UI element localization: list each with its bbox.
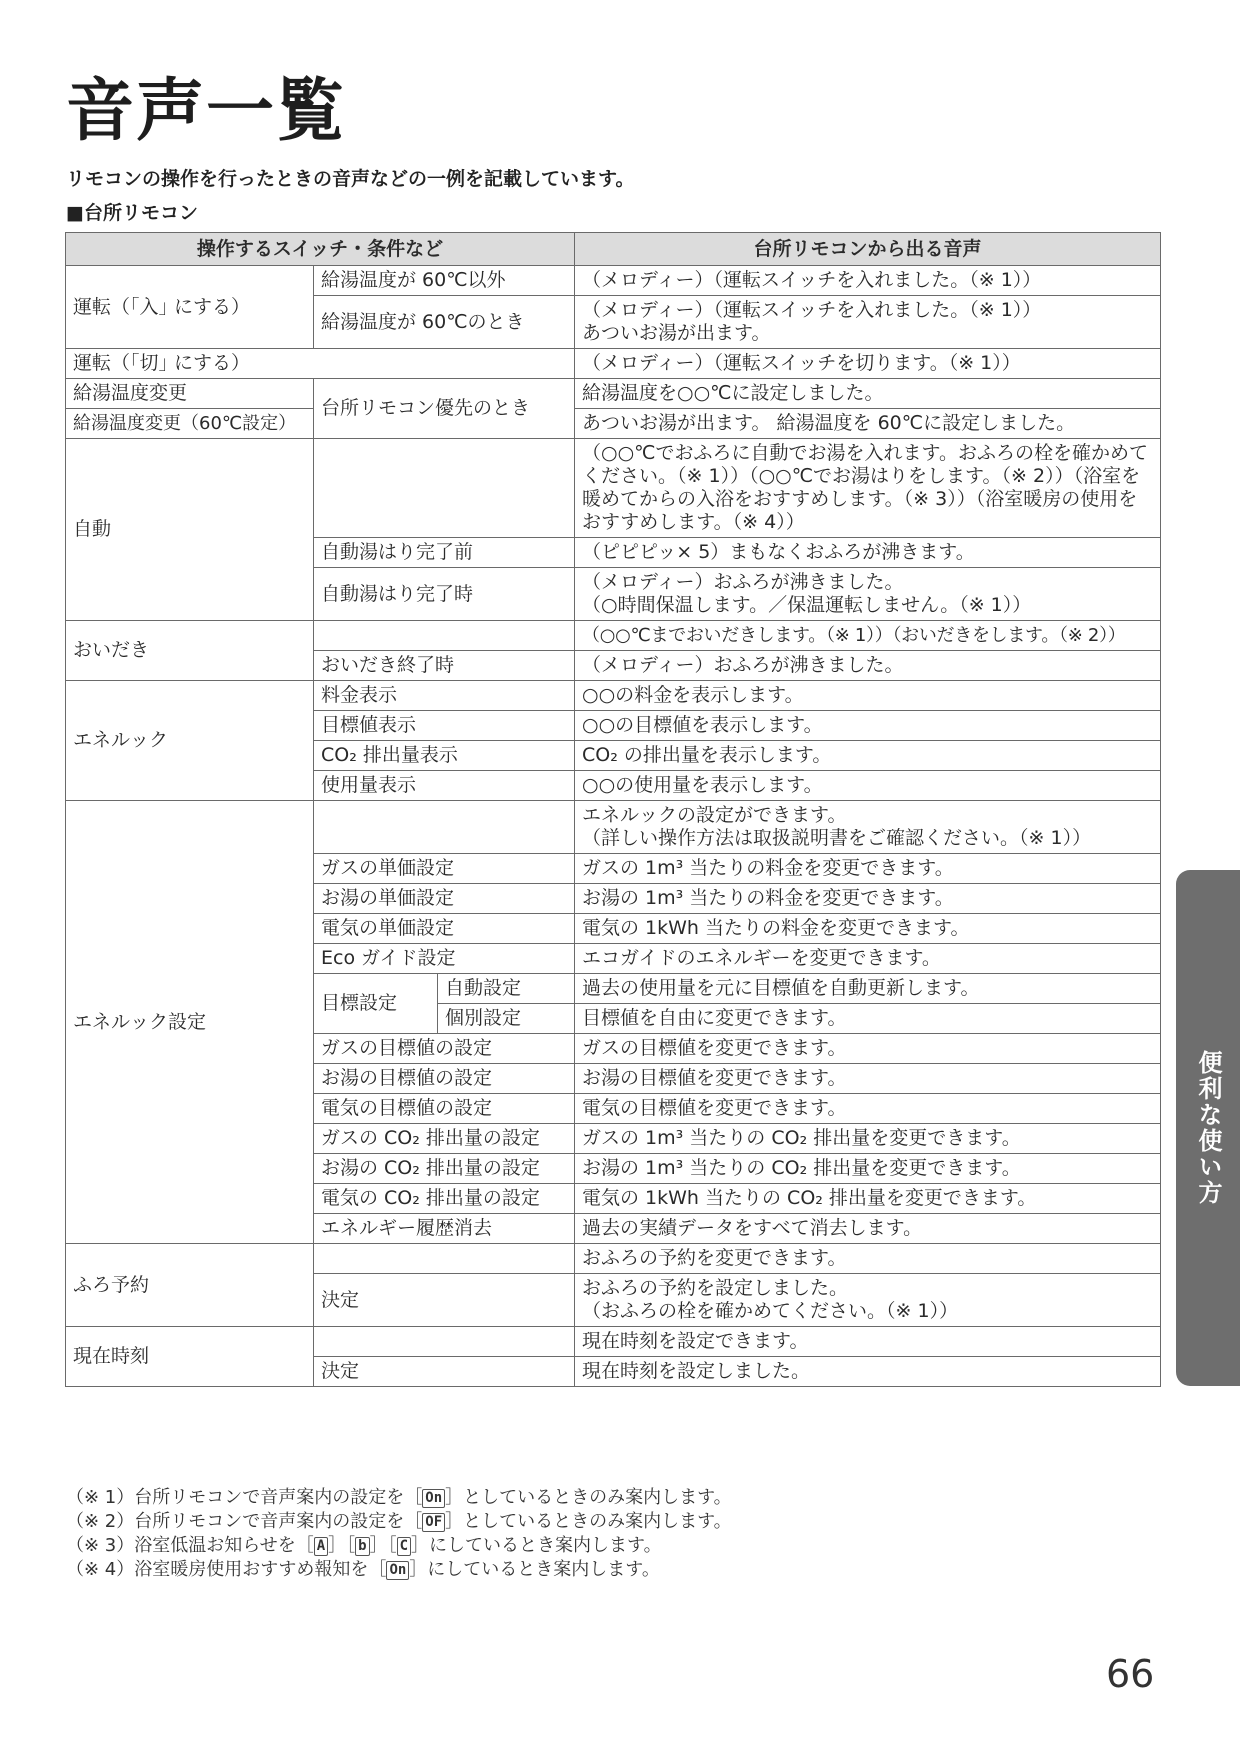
subcondition-cell xyxy=(314,1244,575,1274)
subcondition-cell: 決定 xyxy=(314,1357,575,1387)
voice-cell: （メロディー）（運転スイッチを入れました。（※ 1）） あついお湯が出ます。 xyxy=(575,296,1161,349)
table-row xyxy=(66,409,1161,439)
footnote-text: （※ 2）台所リモコンで音声案内の設定を［ xyxy=(66,1511,423,1532)
subcondition-cell: お湯の単価設定 xyxy=(314,884,575,914)
subcondition-cell xyxy=(314,1327,575,1357)
subcondition-cell xyxy=(314,621,575,651)
voice-cell: ○○の使用量を表示します。 xyxy=(575,771,1161,801)
subcondition-cell: 給湯温度が 60℃のとき xyxy=(314,296,575,349)
voice-cell: 現在時刻を設定しました。 xyxy=(575,1357,1161,1387)
subcondition-cell xyxy=(314,801,575,854)
subcondition-cell: 目標設定 xyxy=(314,974,438,1034)
subcondition-cell: 電気の目標値の設定 xyxy=(314,1094,575,1124)
page-title: 音声一覧 xyxy=(66,72,347,151)
detail-cell: 個別設定 xyxy=(438,1004,575,1034)
voice-cell: 給湯温度を○○℃に設定しました。 xyxy=(575,379,1161,409)
condition-cell: 自動 xyxy=(66,439,314,621)
section-heading: ■台所リモコン xyxy=(66,202,198,224)
voice-cell: ○○の料金を表示します。 xyxy=(575,681,1161,711)
subcondition-cell: 使用量表示 xyxy=(314,771,575,801)
header-voice: 台所リモコンから出る音声 xyxy=(575,233,1161,266)
voice-cell: ガスの目標値を変更できます。 xyxy=(575,1034,1161,1064)
voice-cell: お湯の目標値を変更できます。 xyxy=(575,1064,1161,1094)
voice-cell: （○○℃でおふろに自動でお湯を入れます。おふろの栓を確かめてください。（※ 1））（○○℃でお湯はりをします。（※ 2））（浴室を暖めてからの入浴をおすすめします。（※ 3））（浴室暖房の使用をおすすめします。（※ 4）） xyxy=(575,439,1161,538)
voice-cell: ○○の目標値を表示します。 xyxy=(575,711,1161,741)
voice-cell: 電気の 1kWh 当たりの CO₂ 排出量を変更できます。 xyxy=(575,1184,1161,1214)
table-row xyxy=(66,266,1161,296)
voice-cell: おふろの予約を変更できます。 xyxy=(575,1244,1161,1274)
voice-cell: お湯の 1m³ 当たりの CO₂ 排出量を変更できます。 xyxy=(575,1154,1161,1184)
subcondition-cell: 台所リモコン優先のとき xyxy=(314,379,575,439)
subcondition-cell: 自動湯はり完了時 xyxy=(314,568,575,621)
voice-cell: ガスの 1m³ 当たりの料金を変更できます。 xyxy=(575,854,1161,884)
subcondition-cell: 電気の単価設定 xyxy=(314,914,575,944)
footnote-text: ］としているときのみ案内します。 xyxy=(445,1511,732,1532)
condition-cell: エネルック xyxy=(66,681,314,801)
table-row xyxy=(66,439,1161,538)
condition-cell: 運転（｢入｣ にする） xyxy=(66,266,314,349)
subcondition-cell: 電気の CO₂ 排出量の設定 xyxy=(314,1184,575,1214)
table-row xyxy=(66,1244,1161,1274)
table-row xyxy=(66,801,1161,854)
footnote-text: ］［ xyxy=(328,1535,356,1556)
table-header-row xyxy=(66,233,1161,266)
footnote-2 xyxy=(66,1510,732,1534)
voice-cell: 電気の 1kWh 当たりの料金を変更できます。 xyxy=(575,914,1161,944)
footnote-4 xyxy=(66,1558,732,1582)
table-row xyxy=(66,681,1161,711)
voice-cell: 電気の目標値を変更できます。 xyxy=(575,1094,1161,1124)
subcondition-cell: ガスの単価設定 xyxy=(314,854,575,884)
voice-cell: （メロディー）（運転スイッチを入れました。（※ 1）） xyxy=(575,266,1161,296)
display-code: On xyxy=(386,1561,409,1580)
condition-cell: おいだき xyxy=(66,621,314,681)
voice-cell: CO₂ の排出量を表示します。 xyxy=(575,741,1161,771)
footnote-text: （※ 3）浴室低温お知らせを［ xyxy=(66,1535,314,1556)
voice-cell: お湯の 1m³ 当たりの料金を変更できます。 xyxy=(575,884,1161,914)
page-number: 66 xyxy=(1106,1652,1155,1696)
condition-cell: 運転（｢切｣ にする） xyxy=(66,349,575,379)
footnote-text: ］にしているとき案内します。 xyxy=(411,1535,662,1556)
side-tab-label: 便利な使い方 xyxy=(1194,1050,1222,1206)
voice-cell: （メロディー）おふろが沸きました。 （○時間保温します。／保温運転しません。（※ 1）） xyxy=(575,568,1161,621)
table-row xyxy=(66,621,1161,651)
subcondition-cell: 給湯温度が 60℃以外 xyxy=(314,266,575,296)
footnotes xyxy=(66,1486,732,1582)
subcondition-cell: ガスの CO₂ 排出量の設定 xyxy=(314,1124,575,1154)
table-row xyxy=(66,349,1161,379)
subcondition-cell: CO₂ 排出量表示 xyxy=(314,741,575,771)
subcondition-cell: 決定 xyxy=(314,1274,575,1327)
display-code: On xyxy=(422,1489,445,1508)
voice-cell: エネルックの設定ができます。 （詳しい操作方法は取扱説明書をご確認ください。（※ 1）） xyxy=(575,801,1161,854)
footnote-text: （※ 1）台所リモコンで音声案内の設定を［ xyxy=(66,1487,423,1508)
condition-cell: ふろ予約 xyxy=(66,1244,314,1327)
voice-cell: （○○℃までおいだきします。（※ 1））（おいだきをします。（※ 2）） xyxy=(575,621,1161,651)
display-code: b xyxy=(355,1537,369,1556)
voice-cell: 現在時刻を設定できます。 xyxy=(575,1327,1161,1357)
voice-cell: あついお湯が出ます。 給湯温度を 60℃に設定しました。 xyxy=(575,409,1161,439)
voice-cell: エコガイドのエネルギーを変更できます。 xyxy=(575,944,1161,974)
table-row xyxy=(66,379,1161,409)
condition-cell: エネルック設定 xyxy=(66,801,314,1244)
subcondition-cell: 自動湯はり完了前 xyxy=(314,538,575,568)
subcondition-cell: お湯の目標値の設定 xyxy=(314,1064,575,1094)
subcondition-cell: お湯の CO₂ 排出量の設定 xyxy=(314,1154,575,1184)
voice-cell: ガスの 1m³ 当たりの CO₂ 排出量を変更できます。 xyxy=(575,1124,1161,1154)
condition-cell: 現在時刻 xyxy=(66,1327,314,1387)
footnote-text: （※ 4）浴室暖房使用おすすめ報知を［ xyxy=(66,1559,387,1580)
voice-cell: （メロディー）おふろが沸きました。 xyxy=(575,651,1161,681)
subcondition-cell: Eco ガイド設定 xyxy=(314,944,575,974)
display-code: OF xyxy=(422,1513,445,1532)
footnote-1 xyxy=(66,1486,732,1510)
voice-table xyxy=(65,232,1161,1387)
subcondition-cell: おいだき終了時 xyxy=(314,651,575,681)
footnote-3 xyxy=(66,1534,732,1558)
voice-cell: おふろの予約を設定しました。 （おふろの栓を確かめてください。（※ 1）） xyxy=(575,1274,1161,1327)
voice-cell: （ピピピッ× 5）まもなくおふろが沸きます。 xyxy=(575,538,1161,568)
subcondition-cell: 目標値表示 xyxy=(314,711,575,741)
detail-cell: 自動設定 xyxy=(438,974,575,1004)
voice-cell: 過去の使用量を元に目標値を自動更新します。 xyxy=(575,974,1161,1004)
voice-cell: 過去の実績データをすべて消去します。 xyxy=(575,1214,1161,1244)
intro-text: リモコンの操作を行ったときの音声などの一例を記載しています。 xyxy=(66,168,635,190)
condition-cell: 給湯温度変更 xyxy=(66,379,314,409)
footnote-text: ］［ xyxy=(369,1535,397,1556)
footnote-text: ］にしているとき案内します。 xyxy=(409,1559,660,1580)
subcondition-cell xyxy=(314,439,575,538)
subcondition-cell: エネルギー履歴消去 xyxy=(314,1214,575,1244)
condition-cell: 給湯温度変更（60℃設定） xyxy=(66,409,314,439)
voice-cell: （メロディー）（運転スイッチを切ります。（※ 1）） xyxy=(575,349,1161,379)
display-code: C xyxy=(397,1537,411,1556)
footnote-text: ］としているときのみ案内します。 xyxy=(445,1487,732,1508)
subcondition-cell: ガスの目標値の設定 xyxy=(314,1034,575,1064)
header-condition: 操作するスイッチ・条件など xyxy=(66,233,575,266)
display-code: A xyxy=(314,1537,328,1556)
subcondition-cell: 料金表示 xyxy=(314,681,575,711)
table-row xyxy=(66,1327,1161,1357)
voice-cell: 目標値を自由に変更できます。 xyxy=(575,1004,1161,1034)
